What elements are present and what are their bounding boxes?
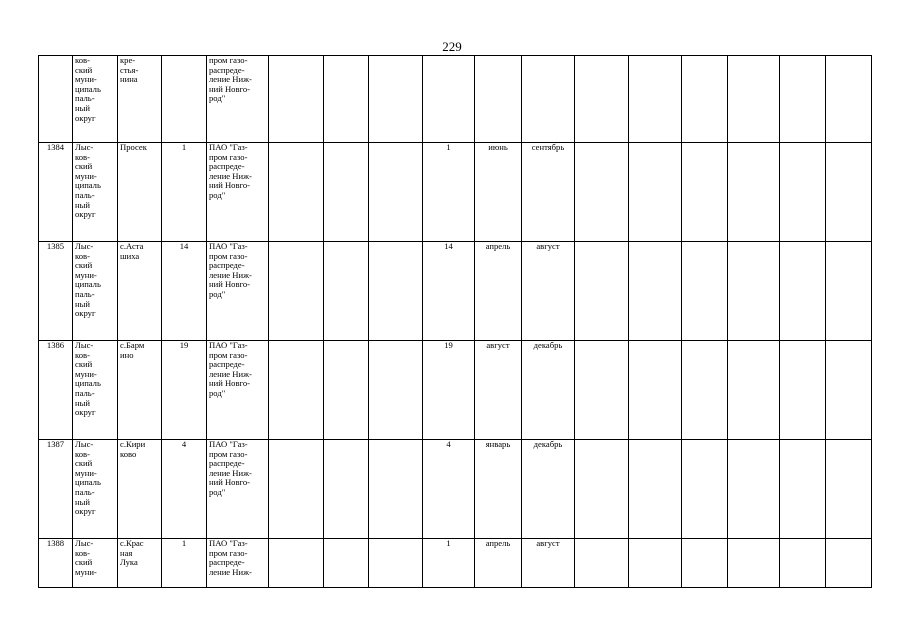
settlement-cell: с.Барм ино: [118, 341, 162, 440]
empty-cell: [324, 56, 369, 143]
empty-cell: [269, 440, 324, 539]
empty-cell: [728, 341, 780, 440]
district-cell: Лыс- ков- ский муни- ципаль паль- ный округ: [73, 242, 118, 341]
count-cell: [162, 56, 207, 143]
empty-cell: [780, 56, 826, 143]
table-row: [39, 56, 872, 143]
district-cell: Лыс- ков- ский муни- ципаль паль- ный округ: [73, 341, 118, 440]
empty-cell: [575, 440, 629, 539]
empty-cell: [269, 56, 324, 143]
count-cell-2: 14: [423, 242, 475, 341]
organization-cell: пром газо- распреде- ление Ниж- ний Новго- род": [207, 56, 269, 143]
empty-cell: [575, 539, 629, 588]
empty-cell: [575, 341, 629, 440]
empty-cell: [629, 539, 682, 588]
organization-cell: ПАО "Газ- пром газо- распреде- ление Ниж- ний Новго- род": [207, 242, 269, 341]
empty-cell: [575, 242, 629, 341]
empty-cell: [728, 539, 780, 588]
row-number: 1385: [39, 242, 73, 341]
empty-cell: [575, 143, 629, 242]
count-cell: 14: [162, 242, 207, 341]
empty-cell: [780, 242, 826, 341]
month-end-cell: декабрь: [522, 440, 575, 539]
empty-cell: [324, 143, 369, 242]
table-row: [39, 440, 872, 539]
settlement-cell: с.Кири ково: [118, 440, 162, 539]
month-start-cell: апрель: [475, 242, 522, 341]
district-cell: ков- ский муни- ципаль паль- ный округ: [73, 56, 118, 143]
count-cell-2: 19: [423, 341, 475, 440]
empty-cell: [728, 56, 780, 143]
empty-cell: [682, 56, 728, 143]
month-end-cell: сентябрь: [522, 143, 575, 242]
empty-cell: [780, 440, 826, 539]
empty-cell: [324, 341, 369, 440]
count-cell: 4: [162, 440, 207, 539]
month-end-cell: август: [522, 242, 575, 341]
empty-cell: [629, 143, 682, 242]
month-end-cell: август: [522, 539, 575, 588]
empty-cell: [682, 341, 728, 440]
empty-cell: [682, 440, 728, 539]
row-number: 1384: [39, 143, 73, 242]
empty-cell: [369, 539, 423, 588]
count-cell: 19: [162, 341, 207, 440]
empty-cell: [369, 56, 423, 143]
empty-cell: [269, 539, 324, 588]
empty-cell: [629, 242, 682, 341]
empty-cell: [324, 539, 369, 588]
count-cell-2: 1: [423, 143, 475, 242]
empty-cell: [826, 56, 872, 143]
table-row: [39, 143, 872, 242]
settlement-cell: с.Аста шиха: [118, 242, 162, 341]
table-row: [39, 242, 872, 341]
count-cell-2: [423, 56, 475, 143]
empty-cell: [780, 143, 826, 242]
organization-cell: ПАО "Газ- пром газо- распреде- ление Ниж- ний Новго- род": [207, 440, 269, 539]
month-start-cell: [475, 56, 522, 143]
organization-cell: ПАО "Газ- пром газо- распреде- ление Ниж- ний Новго- род": [207, 143, 269, 242]
organization-cell: ПАО "Газ- пром газо- распреде- ление Ниж- ний Новго- род": [207, 341, 269, 440]
gasification-table: [38, 55, 872, 588]
empty-cell: [324, 440, 369, 539]
empty-cell: [324, 242, 369, 341]
row-number: 1386: [39, 341, 73, 440]
empty-cell: [728, 242, 780, 341]
empty-cell: [369, 440, 423, 539]
row-number: [39, 56, 73, 143]
row-number: 1388: [39, 539, 73, 588]
empty-cell: [269, 341, 324, 440]
month-end-cell: [522, 56, 575, 143]
empty-cell: [780, 341, 826, 440]
month-start-cell: июнь: [475, 143, 522, 242]
empty-cell: [629, 56, 682, 143]
empty-cell: [629, 341, 682, 440]
month-start-cell: апрель: [475, 539, 522, 588]
empty-cell: [575, 56, 629, 143]
empty-cell: [826, 539, 872, 588]
empty-cell: [780, 539, 826, 588]
month-start-cell: август: [475, 341, 522, 440]
settlement-cell: Просек: [118, 143, 162, 242]
empty-cell: [826, 143, 872, 242]
empty-cell: [826, 242, 872, 341]
empty-cell: [826, 341, 872, 440]
count-cell: 1: [162, 539, 207, 588]
settlement-cell: с.Крас ная Лука: [118, 539, 162, 588]
page-number: 229: [442, 39, 462, 54]
empty-cell: [728, 440, 780, 539]
month-start-cell: январь: [475, 440, 522, 539]
empty-cell: [682, 143, 728, 242]
row-number: 1387: [39, 440, 73, 539]
district-cell: Лыс- ков- ский муни- ципаль паль- ный округ: [73, 143, 118, 242]
empty-cell: [369, 341, 423, 440]
organization-cell: ПАО "Газ- пром газо- распреде- ление Ниж-: [207, 539, 269, 588]
empty-cell: [269, 242, 324, 341]
count-cell-2: 4: [423, 440, 475, 539]
table-row: [39, 539, 872, 588]
empty-cell: [269, 143, 324, 242]
empty-cell: [369, 242, 423, 341]
district-cell: Лыс- ков- ский муни- ципаль паль- ный округ: [73, 440, 118, 539]
count-cell: 1: [162, 143, 207, 242]
empty-cell: [629, 440, 682, 539]
month-end-cell: декабрь: [522, 341, 575, 440]
empty-cell: [682, 539, 728, 588]
settlement-cell: кре- стья- нина: [118, 56, 162, 143]
count-cell-2: 1: [423, 539, 475, 588]
empty-cell: [682, 242, 728, 341]
empty-cell: [826, 440, 872, 539]
district-cell: Лыс- ков- ский муни-: [73, 539, 118, 588]
empty-cell: [728, 143, 780, 242]
empty-cell: [369, 143, 423, 242]
table-row: [39, 341, 872, 440]
